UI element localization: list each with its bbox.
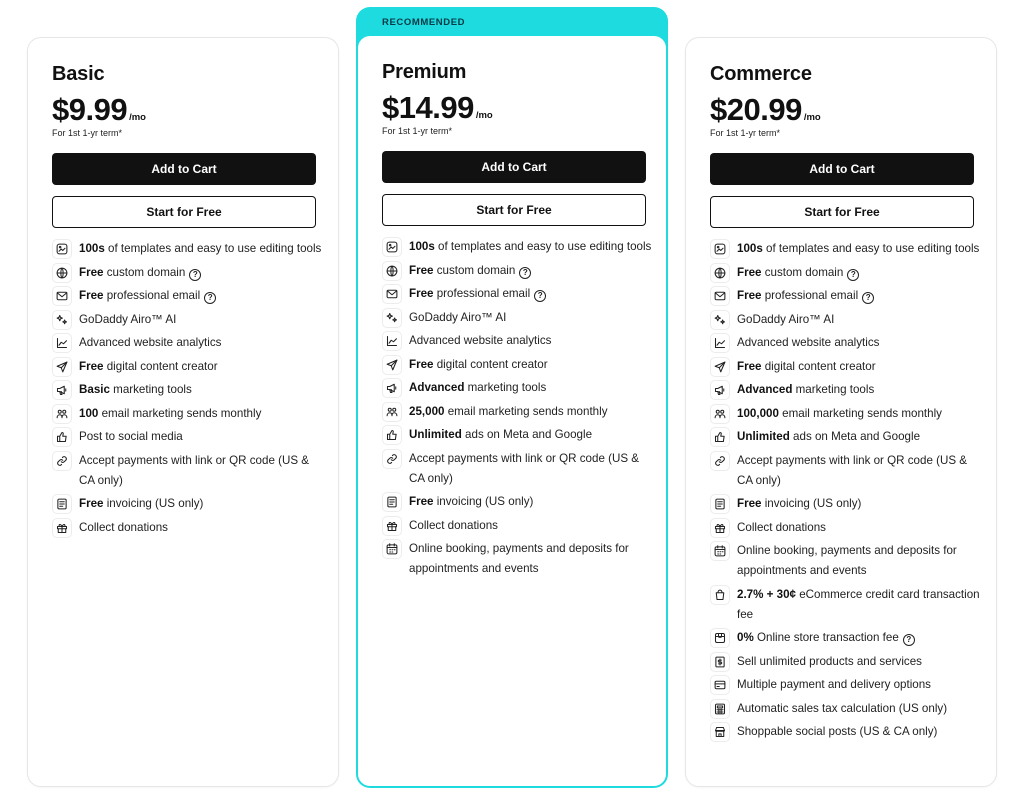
- feature-text: [79, 286, 216, 306]
- help-icon[interactable]: ?: [204, 292, 216, 304]
- feature-item: [710, 357, 980, 377]
- feature-item: [52, 380, 322, 400]
- feature-item: [52, 427, 322, 447]
- feature-label: Online booking, payments and deposits for appointments and events: [409, 542, 629, 575]
- help-icon[interactable]: ?: [534, 290, 546, 302]
- feature-label: Post to social media: [79, 430, 183, 443]
- feature-text: [79, 427, 183, 447]
- feature-text: [409, 516, 498, 536]
- feature-highlight: Unlimited: [737, 430, 790, 443]
- feature-label: digital content creator: [433, 357, 548, 371]
- feature-label: Collect donations: [737, 520, 826, 534]
- feature-label: marketing tools: [464, 381, 547, 394]
- feature-text: [737, 333, 879, 353]
- feature-label: invoicing (US only): [433, 495, 534, 508]
- sparkle-icon: [52, 310, 72, 330]
- feature-label: Advanced website analytics: [409, 334, 552, 347]
- invoice-icon: [382, 492, 402, 512]
- feature-highlight: Unlimited: [409, 428, 462, 441]
- feature-text: [737, 263, 859, 283]
- send-icon: [52, 357, 72, 377]
- feature-text: [409, 492, 533, 512]
- feature-list: [52, 239, 322, 541]
- feature-list: [710, 239, 980, 746]
- feature-label: Advanced website analytics: [737, 336, 880, 349]
- feature-label: invoicing (US only): [761, 497, 862, 510]
- feature-label: custom domain: [433, 263, 516, 277]
- feature-text: [737, 494, 861, 514]
- help-icon[interactable]: ?: [847, 269, 859, 281]
- feature-item: [710, 494, 980, 514]
- help-icon[interactable]: ?: [903, 634, 915, 646]
- image-icon: [52, 239, 72, 259]
- feature-text: [79, 310, 176, 330]
- globe-icon: [710, 263, 730, 283]
- feature-item: [382, 261, 652, 281]
- term-note: For 1st 1-yr term*: [52, 128, 123, 138]
- feature-item: [382, 284, 652, 304]
- image-icon: [382, 237, 402, 257]
- gift-icon: [710, 518, 730, 538]
- feature-item: [710, 263, 980, 283]
- plan-price: $20.99: [710, 92, 802, 127]
- feature-highlight: Free: [409, 357, 434, 371]
- feature-highlight: 100,000: [737, 406, 779, 420]
- feature-text: [79, 333, 221, 353]
- globe-icon: [52, 263, 72, 283]
- megaphone-icon: [710, 380, 730, 400]
- feature-item: [710, 286, 980, 306]
- storefront-icon: [710, 722, 730, 742]
- feature-text: [737, 628, 915, 648]
- people-icon: [710, 404, 730, 424]
- feature-item: [52, 333, 322, 353]
- megaphone-icon: [52, 380, 72, 400]
- feature-item: [52, 286, 322, 306]
- price-period: /mo: [129, 112, 146, 123]
- feature-item: [382, 331, 652, 351]
- calculator-icon: [710, 699, 730, 719]
- price-row: [382, 91, 493, 125]
- feature-text: [79, 357, 218, 377]
- dollar-tag-icon: [710, 652, 730, 672]
- feature-text: [409, 378, 546, 398]
- feature-label: email marketing sends monthly: [444, 404, 608, 418]
- plan-name: Commerce: [710, 63, 812, 85]
- feature-label: Advanced website analytics: [79, 336, 222, 349]
- feature-item: [710, 699, 980, 719]
- feature-label: Collect donations: [79, 520, 168, 534]
- plan-name: Premium: [382, 61, 467, 83]
- gift-icon: [52, 518, 72, 538]
- feature-highlight: Free: [409, 287, 434, 300]
- recommended-plan-wrapper: [356, 7, 668, 788]
- feature-label: email marketing sends monthly: [778, 406, 942, 420]
- feature-item: [710, 675, 980, 695]
- shopping-bag-icon: [710, 585, 730, 605]
- feature-text: [409, 237, 651, 257]
- feature-highlight: Basic: [79, 383, 110, 396]
- feature-label: eCommerce credit card transaction fee: [737, 587, 980, 621]
- feature-text: [409, 261, 531, 281]
- feature-highlight: Advanced: [737, 383, 793, 396]
- calendar-icon: [710, 541, 730, 561]
- link-icon: [710, 451, 730, 471]
- price-period: /mo: [803, 112, 821, 123]
- feature-highlight: 100: [79, 406, 99, 420]
- feature-text: [737, 239, 979, 259]
- feature-label: ads on Meta and Google: [789, 430, 921, 443]
- feature-highlight: Free: [737, 289, 762, 302]
- feature-label: Online booking, payments and deposits for appointments and events: [737, 544, 957, 577]
- feature-text: [737, 380, 874, 400]
- feature-text: [409, 402, 608, 422]
- feature-text: [737, 310, 834, 330]
- help-icon[interactable]: ?: [189, 269, 201, 281]
- feature-text: [79, 404, 261, 424]
- start-for-free-button[interactable]: Start for Free: [710, 196, 974, 228]
- plan-card-basic: [27, 37, 339, 787]
- chart-line-icon: [382, 331, 402, 351]
- feature-item: [52, 518, 322, 538]
- feature-highlight: Free: [737, 359, 762, 373]
- feature-label: professional email: [103, 289, 201, 302]
- feature-text: [737, 518, 826, 538]
- feature-item: [710, 427, 980, 447]
- feature-label: Accept payments with link or QR code (US & CA only): [409, 451, 640, 485]
- feature-label: of templates and easy to use editing tools: [762, 242, 980, 255]
- feature-label: GoDaddy Airo™ AI: [409, 310, 507, 324]
- feature-label: Sell unlimited products and services: [737, 654, 922, 668]
- feature-text: [737, 427, 920, 447]
- price-period: /mo: [475, 110, 493, 121]
- feature-item: [710, 628, 980, 648]
- feature-item: [710, 541, 980, 581]
- feature-highlight: 100s: [737, 242, 763, 255]
- gift-icon: [382, 516, 402, 536]
- send-icon: [710, 357, 730, 377]
- start-for-free-button[interactable]: Start for Free: [52, 196, 316, 228]
- feature-text: [409, 355, 548, 375]
- image-icon: [710, 239, 730, 259]
- feature-highlight: Free: [409, 495, 434, 508]
- add-to-cart-button[interactable]: Add to Cart: [710, 153, 974, 185]
- feature-label: Collect donations: [409, 518, 498, 532]
- help-icon[interactable]: ?: [519, 267, 531, 279]
- feature-item: [52, 263, 322, 283]
- invoice-icon: [710, 494, 730, 514]
- help-icon[interactable]: ?: [862, 292, 874, 304]
- feature-label: custom domain: [103, 265, 186, 279]
- feature-label: Accept payments with link or QR code (US & CA only): [79, 453, 310, 487]
- sparkle-icon: [710, 310, 730, 330]
- feature-highlight: 0%: [737, 631, 754, 644]
- mail-icon: [382, 284, 402, 304]
- feature-text: [737, 722, 937, 742]
- feature-item: [710, 404, 980, 424]
- feature-text: [409, 425, 592, 445]
- feature-label: professional email: [761, 289, 859, 302]
- people-icon: [382, 402, 402, 422]
- feature-label: professional email: [433, 287, 531, 300]
- feature-item: [52, 404, 322, 424]
- feature-highlight: Free: [737, 497, 762, 510]
- feature-item: [710, 239, 980, 259]
- feature-item: [382, 539, 652, 579]
- feature-highlight: Free: [79, 359, 104, 373]
- feature-label: custom domain: [761, 265, 844, 279]
- feature-text: [409, 331, 551, 351]
- credit-card-icon: [710, 675, 730, 695]
- feature-label: of templates and easy to use editing tools: [104, 242, 322, 255]
- feature-item: [710, 652, 980, 672]
- plan-name: Basic: [52, 63, 105, 85]
- store-box-icon: [710, 628, 730, 648]
- invoice-icon: [52, 494, 72, 514]
- people-icon: [52, 404, 72, 424]
- feature-text: [409, 284, 546, 304]
- term-note: For 1st 1-yr term*: [382, 126, 453, 136]
- feature-label: ads on Meta and Google: [461, 428, 593, 441]
- term-note: For 1st 1-yr term*: [710, 128, 781, 138]
- feature-item: [382, 308, 652, 328]
- feature-item: [382, 237, 652, 257]
- chart-line-icon: [52, 333, 72, 353]
- feature-item: [52, 357, 322, 377]
- feature-text: [737, 286, 874, 306]
- feature-text: [737, 652, 922, 672]
- feature-item: [382, 425, 652, 445]
- recommended-badge: RECOMMENDED: [382, 17, 466, 28]
- feature-text: [737, 357, 876, 377]
- feature-text: [737, 541, 980, 581]
- feature-text: [737, 585, 980, 625]
- plan-card-premium: [358, 36, 666, 786]
- feature-item: [52, 494, 322, 514]
- feature-label: GoDaddy Airo™ AI: [737, 312, 835, 326]
- feature-highlight: 2.7% + 30¢: [737, 587, 796, 601]
- add-to-cart-button[interactable]: Add to Cart: [52, 153, 316, 185]
- price-row: [52, 93, 146, 127]
- feature-label: digital content creator: [761, 359, 876, 373]
- feature-label: marketing tools: [792, 383, 875, 396]
- feature-text: [409, 539, 652, 579]
- feature-item: [710, 333, 980, 353]
- mail-icon: [710, 286, 730, 306]
- feature-item: [710, 518, 980, 538]
- chart-line-icon: [710, 333, 730, 353]
- feature-label: invoicing (US only): [103, 497, 204, 510]
- feature-label: Multiple payment and delivery options: [737, 678, 931, 691]
- plan-price: $14.99: [382, 90, 474, 125]
- feature-highlight: 100s: [409, 240, 435, 253]
- megaphone-icon: [382, 378, 402, 398]
- feature-text: [79, 494, 203, 514]
- feature-text: [409, 449, 652, 489]
- feature-label: Shoppable social posts (US & CA only): [737, 725, 938, 738]
- feature-label: Automatic sales tax calculation (US only): [737, 701, 948, 715]
- feature-text: [79, 518, 168, 538]
- thumbs-up-icon: [710, 427, 730, 447]
- feature-label: GoDaddy Airo™ AI: [79, 312, 177, 326]
- send-icon: [382, 355, 402, 375]
- feature-highlight: Free: [737, 265, 762, 279]
- feature-list: [382, 237, 652, 583]
- feature-item: [382, 492, 652, 512]
- feature-highlight: Free: [409, 263, 434, 277]
- feature-highlight: Free: [79, 497, 104, 510]
- feature-text: [79, 239, 321, 259]
- feature-item: [382, 402, 652, 422]
- thumbs-up-icon: [52, 427, 72, 447]
- globe-icon: [382, 261, 402, 281]
- price-row: [710, 93, 821, 127]
- feature-item: [710, 722, 980, 742]
- feature-label: digital content creator: [103, 359, 218, 373]
- feature-item: [52, 310, 322, 330]
- start-for-free-button[interactable]: Start for Free: [382, 194, 646, 226]
- link-icon: [382, 449, 402, 469]
- plan-card-commerce: [685, 37, 997, 787]
- feature-text: [409, 308, 506, 328]
- feature-text: [79, 380, 192, 400]
- feature-highlight: 100s: [79, 242, 105, 255]
- feature-item: [382, 449, 652, 489]
- feature-item: [382, 516, 652, 536]
- feature-text: [79, 451, 322, 491]
- mail-icon: [52, 286, 72, 306]
- feature-highlight: Free: [79, 289, 104, 302]
- feature-item: [52, 451, 322, 491]
- feature-text: [737, 451, 980, 491]
- feature-item: [382, 378, 652, 398]
- add-to-cart-button[interactable]: Add to Cart: [382, 151, 646, 183]
- feature-label: marketing tools: [109, 383, 192, 396]
- feature-item: [52, 239, 322, 259]
- feature-item: [382, 355, 652, 375]
- feature-label: Accept payments with link or QR code (US & CA only): [737, 453, 968, 487]
- feature-label: email marketing sends monthly: [98, 406, 262, 420]
- feature-item: [710, 310, 980, 330]
- feature-highlight: 25,000: [409, 404, 445, 418]
- thumbs-up-icon: [382, 425, 402, 445]
- feature-item: [710, 585, 980, 625]
- feature-label: Online store transaction fee: [753, 631, 899, 644]
- feature-item: [710, 451, 980, 491]
- feature-item: [710, 380, 980, 400]
- sparkle-icon: [382, 308, 402, 328]
- feature-highlight: Advanced: [409, 381, 465, 394]
- calendar-icon: [382, 539, 402, 559]
- plan-price: $9.99: [52, 92, 128, 127]
- feature-label: of templates and easy to use editing tools: [434, 240, 652, 253]
- feature-text: [737, 675, 931, 695]
- feature-text: [79, 263, 201, 283]
- feature-text: [737, 699, 947, 719]
- feature-text: [737, 404, 942, 424]
- feature-highlight: Free: [79, 265, 104, 279]
- link-icon: [52, 451, 72, 471]
